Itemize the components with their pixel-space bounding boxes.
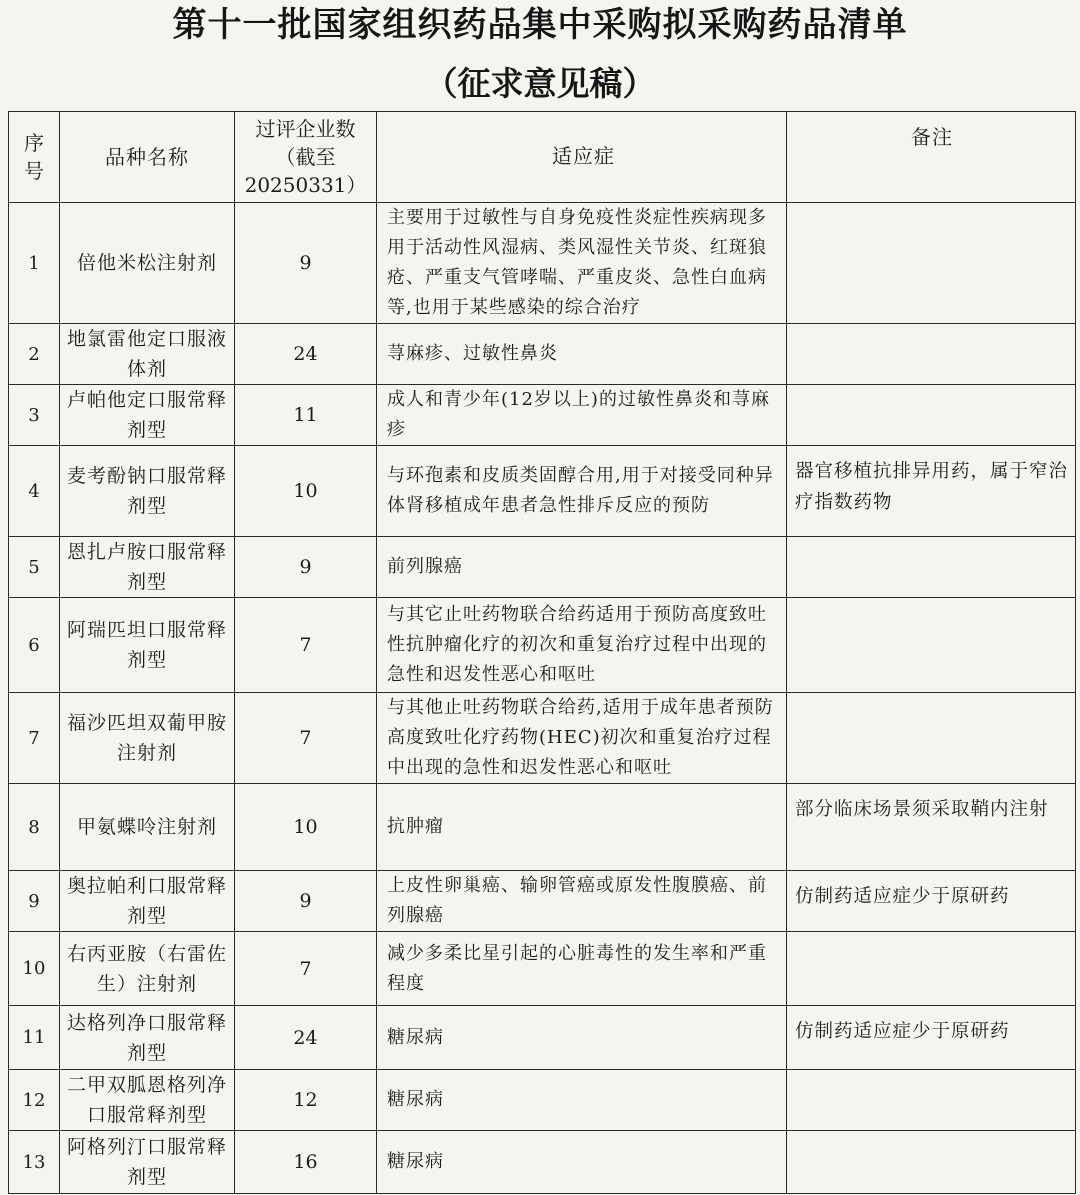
row-indication: 前列腺癌 (377, 537, 787, 598)
row-no: 11 (9, 1006, 60, 1070)
table-row (9, 784, 1076, 871)
row-indication: 与环孢素和皮质类固醇合用,用于对接受同种异体肾移植成年患者急性排斥反应的预防 (377, 446, 787, 537)
row-no: 12 (9, 1070, 60, 1131)
row-name: 甲氨蝶呤注射剂 (60, 784, 235, 871)
row-indication: 糖尿病 (377, 1131, 787, 1194)
row-name: 恩扎卢胺口服常释剂型 (60, 537, 235, 598)
row-note (787, 1070, 1076, 1131)
row-note (787, 932, 1076, 1006)
document-subtitle: （征求意见稿） (424, 64, 656, 103)
row-note (787, 1131, 1076, 1194)
row-count: 7 (235, 693, 377, 784)
drug-list-table (8, 111, 1076, 1194)
header-note: 备注 (787, 112, 1076, 203)
row-name: 达格列净口服常释剂型 (60, 1006, 235, 1070)
document-title: 第十一批国家组织药品集中采购拟采购药品清单 (172, 5, 908, 45)
table-row (9, 1131, 1076, 1194)
row-no: 7 (9, 693, 60, 784)
row-name: 倍他米松注射剂 (60, 203, 235, 324)
row-note: 器官移植抗排异用药，属于窄治疗指数药物 (787, 446, 1076, 537)
row-note (787, 203, 1076, 324)
row-count: 11 (235, 385, 377, 446)
row-no: 2 (9, 324, 60, 385)
table-row (9, 932, 1076, 1006)
row-indication: 与其它止吐药物联合给药适用于预防高度致吐性抗肿瘤化疗的初次和重复治疗过程中出现的急性和迟发性恶心和呕吐 (377, 598, 787, 693)
table-header-row (9, 112, 1076, 203)
row-indication: 与其他止吐药物联合给药,适用于成年患者预防高度致吐化疗药物(HEC)初次和重复治疗过程中出现的急性和迟发性恶心和呕吐 (377, 693, 787, 784)
row-indication: 主要用于过敏性与自身免疫性炎症性疾病现多用于活动性风湿病、类风湿性关节炎、红斑狼疮、严重支气管哮喘、严重皮炎、急性白血病等,也用于某些感染的综合治疗 (377, 203, 787, 324)
table-row (9, 203, 1076, 324)
row-indication: 荨麻疹、过敏性鼻炎 (377, 324, 787, 385)
row-name: 地氯雷他定口服液体剂 (60, 324, 235, 385)
row-no: 3 (9, 385, 60, 446)
row-note: 仿制药适应症少于原研药 (787, 1006, 1076, 1070)
table-row (9, 446, 1076, 537)
row-indication: 上皮性卵巢癌、输卵管癌或原发性腹膜癌、前列腺癌 (377, 871, 787, 932)
table-row (9, 1070, 1076, 1131)
table-row (9, 598, 1076, 693)
row-indication: 成人和青少年(12岁以上)的过敏性鼻炎和荨麻疹 (377, 385, 787, 446)
row-name: 右丙亚胺（右雷佐生）注射剂 (60, 932, 235, 1006)
row-count: 24 (235, 324, 377, 385)
row-note (787, 385, 1076, 446)
table-row (9, 324, 1076, 385)
row-note (787, 324, 1076, 385)
row-no: 8 (9, 784, 60, 871)
row-note (787, 693, 1076, 784)
row-no: 9 (9, 871, 60, 932)
row-no: 6 (9, 598, 60, 693)
row-count: 10 (235, 784, 377, 871)
header-indication: 适应症 (377, 112, 787, 203)
row-indication: 抗肿瘤 (377, 784, 787, 871)
row-note (787, 537, 1076, 598)
row-count: 24 (235, 1006, 377, 1070)
row-count: 7 (235, 932, 377, 1006)
row-no: 4 (9, 446, 60, 537)
row-count: 9 (235, 871, 377, 932)
row-name: 二甲双胍恩格列净口服常释剂型 (60, 1070, 235, 1131)
row-indication: 糖尿病 (377, 1070, 787, 1131)
row-name: 福沙匹坦双葡甲胺注射剂 (60, 693, 235, 784)
header-name: 品种名称 (60, 112, 235, 203)
row-count: 16 (235, 1131, 377, 1194)
table-row (9, 693, 1076, 784)
row-indication: 糖尿病 (377, 1006, 787, 1070)
row-count: 7 (235, 598, 377, 693)
table-row (9, 537, 1076, 598)
table-row (9, 1006, 1076, 1070)
row-name: 麦考酚钠口服常释剂型 (60, 446, 235, 537)
row-note: 仿制药适应症少于原研药 (787, 871, 1076, 932)
header-no: 序号 (9, 112, 60, 203)
row-name: 阿格列汀口服常释剂型 (60, 1131, 235, 1194)
row-count: 10 (235, 446, 377, 537)
table-row (9, 871, 1076, 932)
row-no: 10 (9, 932, 60, 1006)
table-row (9, 385, 1076, 446)
row-count: 9 (235, 203, 377, 324)
row-indication: 减少多柔比星引起的心脏毒性的发生率和严重程度 (377, 932, 787, 1006)
row-no: 5 (9, 537, 60, 598)
row-name: 奥拉帕利口服常释剂型 (60, 871, 235, 932)
header-count: 过评企业数 （截至 20250331） (235, 112, 377, 203)
row-count: 12 (235, 1070, 377, 1131)
row-count: 9 (235, 537, 377, 598)
row-note (787, 598, 1076, 693)
row-name: 阿瑞匹坦口服常释剂型 (60, 598, 235, 693)
row-name: 卢帕他定口服常释剂型 (60, 385, 235, 446)
row-no: 1 (9, 203, 60, 324)
row-no: 13 (9, 1131, 60, 1194)
row-note: 部分临床场景须采取鞘内注射 (787, 784, 1076, 871)
